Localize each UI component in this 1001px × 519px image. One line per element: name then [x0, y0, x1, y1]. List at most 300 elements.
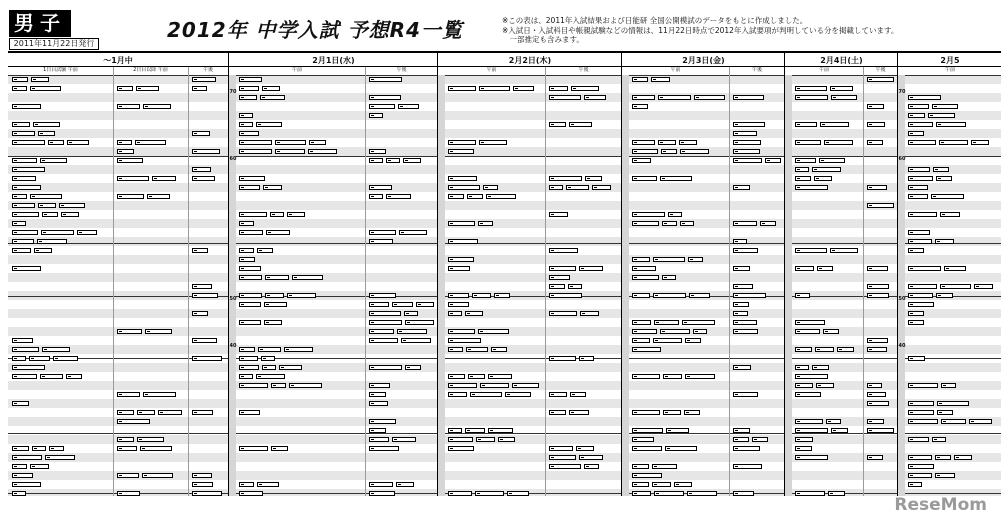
school-entry: [12, 167, 45, 172]
school-entry: [369, 194, 383, 199]
school-entry: [478, 329, 509, 334]
school-entry: [12, 158, 37, 163]
school-entry: [12, 77, 28, 82]
school-entry: [867, 284, 889, 289]
school-entry: [479, 86, 510, 91]
school-entry: [192, 311, 208, 316]
school-entry: [680, 221, 694, 226]
school-entry: [192, 356, 222, 361]
school-entry: [239, 410, 260, 415]
school-entry: [549, 248, 578, 253]
school-entry: [867, 428, 894, 433]
school-entry: [867, 140, 883, 145]
school-entry: [369, 383, 390, 388]
school-entry: [239, 122, 253, 127]
school-entry: [292, 275, 323, 280]
school-entry: [658, 95, 691, 100]
school-entry: [685, 374, 715, 379]
school-entry: [549, 455, 576, 460]
school-entry: [651, 77, 670, 82]
school-entry: [270, 212, 284, 217]
school-entry: [908, 131, 924, 136]
school-entry: [632, 491, 651, 496]
school-entry: [30, 464, 49, 469]
school-entry: [733, 158, 762, 163]
score-marker: 40: [229, 343, 237, 349]
school-entry: [260, 95, 285, 100]
school-entry: [928, 113, 955, 118]
school-entry: [448, 140, 476, 145]
school-entry: [137, 410, 155, 415]
school-entry: [192, 482, 213, 487]
school-entry: [192, 167, 211, 172]
school-entry: [12, 473, 33, 478]
school-entry: [867, 122, 885, 127]
school-entry: [33, 122, 60, 127]
school-entry: [507, 491, 529, 496]
school-entry: [549, 275, 570, 280]
school-entry: [940, 212, 960, 217]
school-entry: [158, 410, 182, 415]
school-entry: [142, 473, 173, 478]
school-entry: [239, 266, 261, 271]
school-entry: [12, 86, 27, 91]
school-entry: [936, 122, 966, 127]
school-entry: [369, 482, 393, 487]
school-entry: [665, 446, 697, 451]
school-entry: [117, 473, 139, 478]
school-entry: [908, 230, 930, 235]
school-entry: [264, 302, 287, 307]
school-entry: [192, 491, 222, 496]
school-entry: [117, 104, 140, 109]
school-entry: [795, 347, 812, 352]
school-entry: [908, 284, 937, 289]
school-entry: [401, 338, 431, 343]
school-entry: [795, 419, 823, 424]
school-entry: [41, 230, 74, 235]
school-entry: [549, 410, 566, 415]
school-entry: [239, 446, 268, 451]
school-entry: [795, 320, 825, 325]
session-header: 1日目試験 午前: [43, 67, 78, 73]
session-divider: [863, 67, 864, 496]
school-entry: [795, 383, 813, 388]
school-entry: [812, 365, 829, 370]
school-entry: [369, 230, 396, 235]
school-entry: [795, 167, 809, 172]
school-entry: [585, 176, 602, 181]
school-entry: [632, 293, 650, 298]
school-entry: [239, 356, 258, 361]
school-entry: [59, 203, 85, 208]
school-entry: [830, 86, 853, 91]
school-entry: [117, 419, 150, 424]
school-entry: [117, 437, 134, 442]
school-entry: [117, 140, 132, 145]
school-entry: [369, 437, 389, 442]
school-entry: [632, 464, 649, 469]
school-entry: [908, 95, 941, 100]
school-entry: [40, 158, 67, 163]
school-entry: [549, 311, 577, 316]
school-entry: [239, 347, 255, 352]
school-entry: [549, 356, 576, 361]
school-entry: [448, 329, 475, 334]
school-entry: [448, 428, 462, 433]
school-entry: [908, 302, 934, 307]
school-entry: [262, 86, 280, 91]
school-entry: [867, 185, 887, 190]
school-entry: [397, 329, 427, 334]
school-entry: [733, 248, 758, 253]
school-entry: [396, 482, 414, 487]
school-entry: [12, 140, 45, 145]
school-entry: [684, 410, 700, 415]
school-entry: [944, 266, 966, 271]
school-entry: [369, 302, 389, 307]
school-entry: [733, 293, 766, 298]
school-entry: [405, 320, 434, 325]
school-entry: [32, 446, 46, 451]
school-entry: [448, 392, 467, 397]
school-entry: [733, 446, 760, 451]
score-marker: 70: [229, 89, 237, 95]
school-entry: [795, 374, 828, 379]
school-entry: [117, 329, 142, 334]
school-entry: [12, 203, 35, 208]
school-entry: [239, 185, 260, 190]
school-entry: [908, 437, 929, 442]
school-entry: [392, 437, 416, 442]
school-entry: [908, 140, 936, 145]
school-entry: [795, 158, 816, 163]
school-entry: [404, 311, 418, 316]
day-column: [437, 53, 622, 496]
school-entry: [549, 95, 581, 100]
school-entry: [239, 365, 259, 370]
school-entry: [653, 338, 682, 343]
school-entry: [733, 329, 758, 334]
day-column: [228, 53, 438, 496]
school-entry: [733, 464, 762, 469]
school-entry: [795, 491, 825, 496]
school-entry: [448, 221, 475, 226]
school-entry: [494, 293, 510, 298]
day-column: [8, 53, 228, 496]
school-entry: [448, 302, 469, 307]
school-entry: [733, 302, 749, 307]
school-entry: [271, 383, 286, 388]
school-entry: [369, 401, 388, 406]
school-entry: [117, 194, 144, 199]
day-column: [621, 53, 785, 496]
school-entry: [632, 149, 658, 154]
school-entry: [823, 329, 839, 334]
school-entry: [632, 77, 648, 82]
school-entry: [817, 266, 833, 271]
school-entry: [61, 212, 79, 217]
school-entry: [369, 158, 383, 163]
school-entry: [448, 311, 462, 316]
school-entry: [192, 293, 218, 298]
school-entry: [652, 464, 677, 469]
school-entry: [936, 293, 953, 298]
school-entry: [908, 122, 933, 127]
note-line: ※この表は、2011年入試結果および日能研 全国公開模試のデータをもとに作成しました。: [502, 16, 808, 25]
school-entry: [239, 320, 261, 325]
school-entry: [239, 176, 265, 181]
school-entry: [117, 158, 143, 163]
school-entry: [145, 329, 172, 334]
school-entry: [908, 311, 924, 316]
school-entry: [266, 230, 290, 235]
school-entry: [498, 437, 515, 442]
school-entry: [940, 284, 971, 289]
school-entry: [549, 176, 582, 181]
session-header: 午前: [944, 67, 955, 73]
school-entry: [140, 446, 172, 451]
school-entry: [448, 347, 463, 352]
school-entry: [687, 491, 717, 496]
school-entry: [733, 239, 747, 244]
school-entry: [932, 437, 946, 442]
school-entry: [386, 194, 411, 199]
school-entry: [239, 383, 268, 388]
school-entry: [685, 338, 701, 343]
school-entry: [12, 455, 42, 460]
school-entry: [369, 113, 383, 118]
school-entry: [733, 131, 757, 136]
school-entry: [192, 131, 210, 136]
school-entry: [483, 185, 498, 190]
school-entry: [239, 140, 272, 145]
school-entry: [448, 491, 472, 496]
school-entry: [42, 347, 70, 352]
school-entry: [34, 248, 52, 253]
school-entry: [795, 248, 827, 253]
school-entry: [867, 77, 894, 82]
school-entry: [908, 266, 941, 271]
school-entry: [765, 158, 781, 163]
school-entry: [467, 194, 483, 199]
school-entry: [566, 185, 589, 190]
school-entry: [908, 185, 928, 190]
school-entry: [733, 284, 753, 289]
session-header: 午前: [670, 67, 681, 73]
school-entry: [569, 410, 589, 415]
school-entry: [275, 140, 306, 145]
school-entry: [733, 320, 757, 325]
school-entry: [867, 104, 884, 109]
school-entry: [284, 347, 313, 352]
school-entry: [12, 239, 34, 244]
score-axis-band: [622, 75, 629, 496]
school-entry: [733, 266, 750, 271]
school-entry: [837, 347, 854, 352]
school-entry: [398, 104, 419, 109]
school-entry: [448, 185, 480, 190]
school-entry: [143, 104, 171, 109]
school-entry: [795, 446, 812, 451]
school-entry: [448, 383, 477, 388]
school-entry: [416, 302, 434, 307]
school-entry: [908, 293, 933, 298]
day-header: 2月3日(金): [682, 56, 725, 65]
school-entry: [576, 446, 594, 451]
school-entry: [694, 95, 725, 100]
school-entry: [117, 86, 133, 91]
school-entry: [12, 122, 30, 127]
school-entry: [369, 320, 402, 325]
school-entry: [369, 365, 402, 370]
school-entry: [48, 140, 64, 145]
school-entry: [271, 446, 288, 451]
school-entry: [239, 95, 257, 100]
session-header: 午前: [486, 67, 497, 73]
school-entry: [680, 149, 709, 154]
school-entry: [795, 185, 828, 190]
school-entry: [908, 113, 925, 118]
school-entry: [448, 194, 464, 199]
school-entry: [936, 176, 952, 181]
school-entry: [30, 86, 61, 91]
school-entry: [239, 248, 254, 253]
school-entry: [908, 176, 933, 181]
school-entry: [569, 122, 592, 127]
school-entry: [795, 428, 828, 433]
school-entry: [733, 185, 750, 190]
school-entry: [908, 473, 932, 478]
gender-label-box: 男子: [9, 10, 71, 37]
school-entry: [632, 329, 657, 334]
school-entry: [192, 410, 213, 415]
school-entry: [795, 455, 828, 460]
school-entry: [192, 473, 212, 478]
school-entry: [632, 437, 654, 442]
score-marker: 50: [898, 296, 906, 302]
school-entry: [941, 419, 966, 424]
score-marker: 40: [898, 343, 906, 349]
school-entry: [549, 86, 568, 91]
school-entry: [584, 95, 606, 100]
school-entry: [480, 383, 509, 388]
school-entry: [632, 320, 651, 325]
school-entry: [12, 365, 45, 370]
school-entry: [308, 149, 337, 154]
school-entry: [974, 284, 993, 289]
school-entry: [937, 410, 953, 415]
school-entry: [147, 194, 170, 199]
school-entry: [632, 104, 648, 109]
session-header: 午後: [875, 67, 886, 73]
school-entry: [933, 167, 949, 172]
school-entry: [12, 212, 39, 217]
school-entry: [819, 158, 845, 163]
session-divider: [729, 67, 730, 496]
day-header: 〜1月中: [103, 56, 133, 65]
school-entry: [239, 113, 253, 118]
school-entry: [12, 104, 41, 109]
school-entry: [795, 437, 813, 442]
school-entry: [658, 140, 676, 145]
school-entry: [12, 491, 26, 496]
school-entry: [662, 275, 676, 280]
school-entry: [549, 185, 563, 190]
school-entry: [668, 212, 682, 217]
school-entry: [935, 455, 951, 460]
school-entry: [309, 140, 326, 145]
school-entry: [12, 464, 27, 469]
school-entry: [867, 383, 882, 388]
school-entry: [261, 356, 275, 361]
school-entry: [239, 293, 262, 298]
school-entry: [733, 311, 748, 316]
school-entry: [815, 347, 834, 352]
school-entry: [795, 293, 810, 298]
school-entry: [448, 257, 474, 262]
school-entry: [265, 293, 284, 298]
school-entry: [663, 374, 682, 379]
school-entry: [867, 293, 889, 298]
school-entry: [117, 410, 134, 415]
session-header: 午後: [578, 67, 589, 73]
school-entry: [287, 293, 316, 298]
school-entry: [117, 176, 149, 181]
school-entry: [812, 167, 841, 172]
school-entry: [733, 221, 757, 226]
school-entry: [392, 302, 413, 307]
school-entry: [733, 437, 749, 442]
school-entry: [795, 176, 811, 181]
school-entry: [570, 392, 586, 397]
school-entry: [816, 383, 834, 388]
school-entry: [795, 95, 828, 100]
school-entry: [486, 194, 516, 199]
school-entry: [579, 356, 594, 361]
school-entry: [908, 455, 932, 460]
school-entry: [969, 419, 992, 424]
school-entry: [568, 284, 582, 289]
school-entry: [632, 374, 660, 379]
school-entry: [403, 158, 421, 163]
school-entry: [549, 392, 567, 397]
school-entry: [908, 248, 924, 253]
school-entry: [632, 482, 649, 487]
school-entry: [12, 185, 41, 190]
school-entry: [192, 149, 220, 154]
school-entry: [632, 410, 660, 415]
school-entry: [37, 239, 67, 244]
school-entry: [733, 428, 750, 433]
school-entry: [666, 428, 689, 433]
school-entry: [653, 293, 686, 298]
school-entry: [192, 176, 215, 181]
school-entry: [12, 248, 31, 253]
school-entry: [660, 329, 690, 334]
school-entry: [660, 176, 692, 181]
school-entry: [663, 410, 681, 415]
school-entry: [632, 95, 655, 100]
school-entry: [830, 248, 858, 253]
school-entry: [38, 203, 56, 208]
school-entry: [45, 455, 75, 460]
school-entry: [935, 239, 954, 244]
school-entry: [579, 455, 603, 460]
school-entry: [632, 140, 655, 145]
issue-date: 2011年11月22日発行: [9, 38, 99, 50]
day-header: 2月2日(木): [508, 56, 552, 65]
